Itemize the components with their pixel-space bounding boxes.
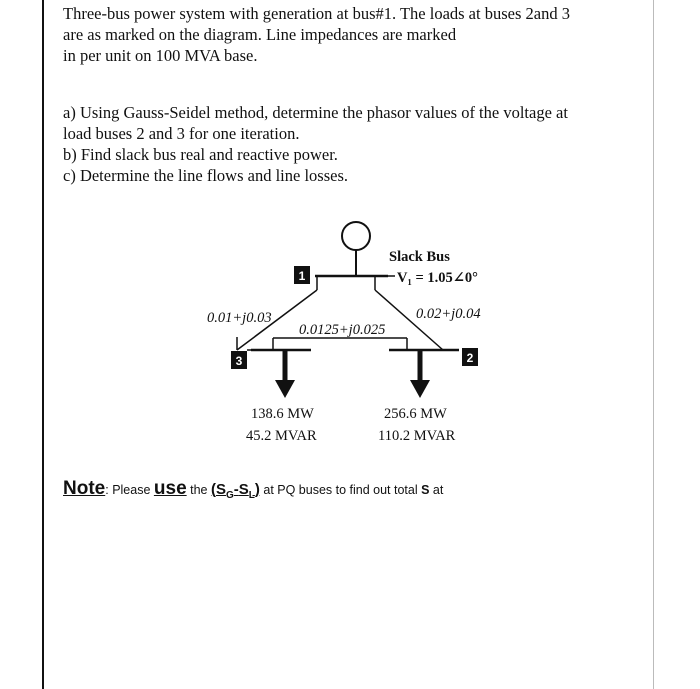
intro-line-2: are as marked on the diagram. Line impedances are marked <box>63 25 457 44</box>
note-s-l: S <box>238 481 249 498</box>
slack-voltage-label: V₁ = 1.05∠0° <box>397 270 478 286</box>
bus1-number: 1 <box>298 269 306 283</box>
load3-mw: 138.6 MW <box>251 406 314 422</box>
note-paren-open: ( <box>210 481 216 498</box>
note-text-1: Please <box>108 483 154 497</box>
question-a-line-1: a) Using Gauss-Seidel method, determine the phasor values of the voltage at <box>63 103 568 122</box>
note-paren-close: ) <box>254 481 260 498</box>
note-s-g: S <box>215 481 226 498</box>
right-border <box>653 0 654 689</box>
bus2-number: 2 <box>466 351 474 365</box>
note-title: Note <box>63 478 106 499</box>
note-minus: - <box>233 481 239 498</box>
z13-label: 0.01+j0.03 <box>207 310 272 326</box>
problem-questions <box>63 102 568 186</box>
note-colon: : <box>105 483 109 497</box>
note-sub-l: L <box>248 490 255 501</box>
slack-bus-label: Slack Bus <box>389 249 450 265</box>
load2-arrow-icon <box>410 380 430 398</box>
note-use: use <box>153 478 187 499</box>
problem-intro <box>63 3 570 66</box>
question-c: c) Determine the line flows and line losses. <box>63 166 349 185</box>
three-bus-diagram <box>195 210 505 450</box>
z23-label: 0.0125+j0.025 <box>299 322 386 338</box>
load3-mvar: 45.2 MVAR <box>246 428 317 444</box>
generator-icon <box>342 222 370 250</box>
note-formula <box>210 481 260 501</box>
load2-mvar: 110.2 MVAR <box>378 428 456 444</box>
load2-mw: 256.6 MW <box>384 406 447 422</box>
question-b: b) Find slack bus real and reactive power. <box>63 145 338 164</box>
load3-arrow-icon <box>275 380 295 398</box>
note-text-2: the <box>186 483 211 497</box>
left-border <box>42 0 44 689</box>
question-a-line-2: load buses 2 and 3 for one iteration. <box>63 124 300 143</box>
bus3-number: 3 <box>235 354 243 368</box>
note-text-3: at PQ buses to find out total <box>259 483 422 497</box>
note-line <box>63 478 443 501</box>
note-sub-g: G <box>225 490 234 501</box>
intro-line-3: in per unit on 100 MVA base. <box>63 46 258 65</box>
note-s-bold: S <box>421 483 430 497</box>
intro-line-1: Three-bus power system with generation at bus#1. The loads at buses 2and 3 <box>63 4 570 23</box>
z12-label: 0.02+j0.04 <box>416 306 481 322</box>
note-text-4: at <box>429 483 444 497</box>
